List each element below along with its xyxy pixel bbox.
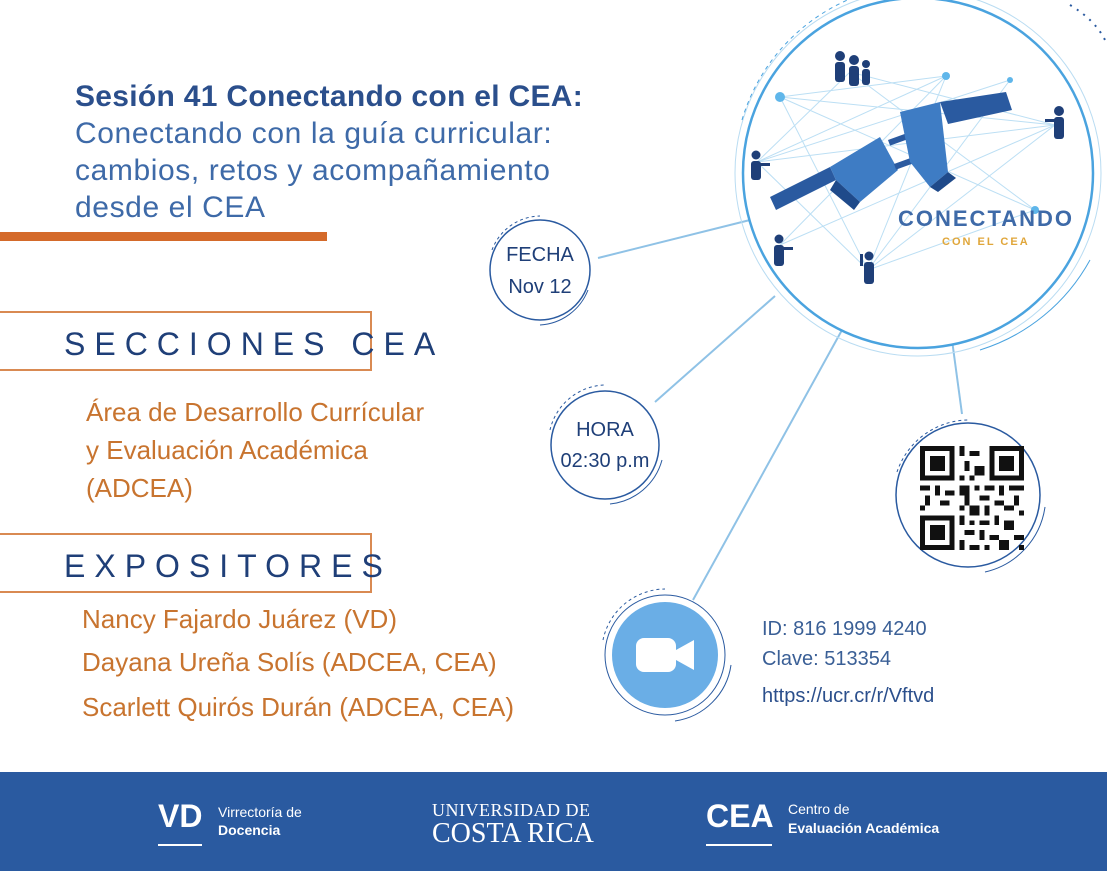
meeting-link[interactable]: https://ucr.cr/r/Vftvd xyxy=(762,685,935,707)
seccion-line: Área de Desarrollo Currícular xyxy=(86,397,425,427)
qr-code-icon[interactable] xyxy=(919,446,1025,550)
fecha-value: Nov 12 xyxy=(508,276,572,298)
qr-circle xyxy=(885,412,1051,578)
logo-con-el-cea: CON EL CEA xyxy=(942,236,1030,248)
meeting-clave: Clave: 513354 xyxy=(762,648,891,670)
video-circle xyxy=(595,585,735,725)
fecha-circle xyxy=(480,210,600,330)
seccion-line: (ADCEA) xyxy=(86,473,193,503)
seccion-line: y Evaluación Académica xyxy=(86,435,368,465)
ucr-logo-line2: COSTA RICA xyxy=(432,818,594,849)
expositor-name: Nancy Fajardo Juárez (VD) xyxy=(82,604,397,634)
hora-circle xyxy=(540,380,670,510)
vd-line2: Docencia xyxy=(218,822,281,838)
fecha-label: FECHA xyxy=(506,244,574,266)
expositor-name: Scarlett Quirós Durán (ADCEA, CEA) xyxy=(82,692,515,722)
footer-bar xyxy=(0,772,1107,871)
video-camera-icon[interactable] xyxy=(612,602,718,708)
hora-label: HORA xyxy=(576,419,634,441)
expositores-heading: EXPOSITORES xyxy=(64,548,392,584)
person-icon xyxy=(858,250,880,286)
plug-connect-icon xyxy=(770,92,1020,222)
secciones-heading: SECCIONES CEA xyxy=(64,326,445,362)
cea-logo-rule xyxy=(706,844,772,846)
person-icon xyxy=(748,150,770,182)
ucr-logo-line1: UNIVERSIDAD DE xyxy=(432,800,591,820)
session-subtitle-line: cambios, retos y acompañamiento xyxy=(75,154,551,187)
meeting-id: ID: 816 1999 4240 xyxy=(762,618,927,640)
cea-line2: Evaluación Académica xyxy=(788,820,940,836)
session-subtitle-line: Conectando con la guía curricular: xyxy=(75,117,553,150)
session-title: Sesión 41 Conectando con el CEA: xyxy=(75,80,584,113)
expositor-name: Dayana Ureña Solís (ADCEA, CEA) xyxy=(82,647,497,677)
vd-line1: Virrectoría de xyxy=(218,804,302,820)
person-icon xyxy=(1045,105,1069,141)
expositores-heading-box xyxy=(0,533,392,593)
person-icon xyxy=(830,48,874,88)
vd-logo-mark: VD xyxy=(158,798,203,834)
hora-value: 02:30 p.m xyxy=(560,450,650,472)
session-subtitle-line: desde el CEA xyxy=(75,191,266,224)
person-icon xyxy=(770,234,794,268)
logo-conectando: CONECTANDO xyxy=(898,206,1075,231)
cea-line1: Centro de xyxy=(788,801,850,817)
vd-logo-rule xyxy=(158,844,202,846)
title-underline xyxy=(0,232,327,241)
cea-logo-mark: CEA xyxy=(706,798,774,834)
secciones-heading-box xyxy=(0,311,445,371)
